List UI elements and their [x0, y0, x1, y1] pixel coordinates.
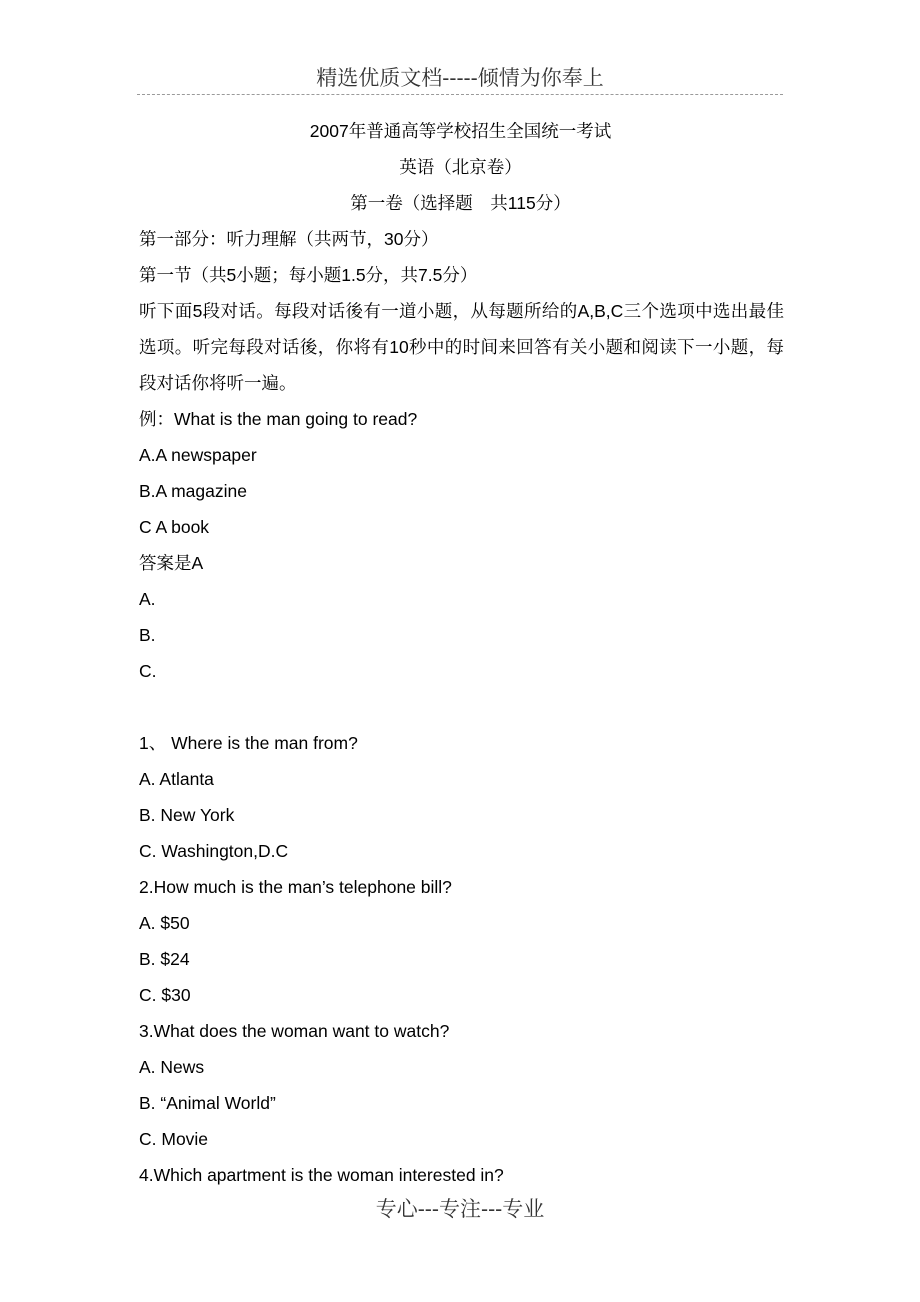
instructions-paragraph: 听下面5段对话。每段对话後有一道小题，从每题所给的A,B,C三个选项中选出最佳选项。听完每段对话後，你将有10秒中的时间来回答有关小题和阅读下一小题，每段对话你将听一遍。 [139, 301, 784, 393]
example-option: C A book [139, 517, 210, 537]
document-body [139, 113, 784, 1193]
blank-option: A. [139, 589, 156, 609]
blank-option: C. [139, 661, 157, 681]
question-option: B. New York [139, 805, 235, 825]
question-option: C. $30 [139, 985, 191, 1005]
question-3: 3.What does the woman want to watch? [139, 1021, 450, 1041]
question-option: A. $50 [139, 913, 190, 933]
question-4: 4.Which apartment is the woman interested in? [139, 1165, 504, 1185]
question-option: C. Washington,D.C [139, 841, 289, 861]
exam-subtitle: 英语（北京卷） [399, 157, 522, 177]
blank-option: B. [139, 625, 156, 645]
example-option: B.A magazine [139, 481, 247, 501]
subsection-heading: 第一节（共5小题；每小题1.5分，共7.5分） [139, 265, 478, 285]
page-header: 精选优质文档-----倾情为你奉上 [316, 66, 604, 90]
question-1: 1、 Where is the man from? [139, 733, 358, 753]
example-option: A.A newspaper [139, 445, 257, 465]
question-option: C. Movie [139, 1129, 209, 1149]
exam-title: 2007年普通高等学校招生全国统一考试 [309, 121, 612, 141]
question-option: B. $24 [139, 949, 190, 969]
page-footer: 专心---专注---专业 [375, 1197, 545, 1221]
header-divider [137, 94, 783, 95]
question-2: 2.How much is the man’s telephone bill? [139, 877, 452, 897]
spacer [139, 689, 784, 725]
example-question: 例：What is the man going to read? [139, 409, 418, 429]
question-option: A. News [139, 1057, 205, 1077]
question-option: A. Atlanta [139, 769, 214, 789]
paper-title: 第一卷（选择题 共115分） [350, 193, 571, 213]
example-answer: 答案是A [139, 553, 204, 573]
part-heading: 第一部分：听力理解（共两节，30分） [139, 229, 439, 249]
question-option: B. “Animal World” [139, 1093, 276, 1113]
